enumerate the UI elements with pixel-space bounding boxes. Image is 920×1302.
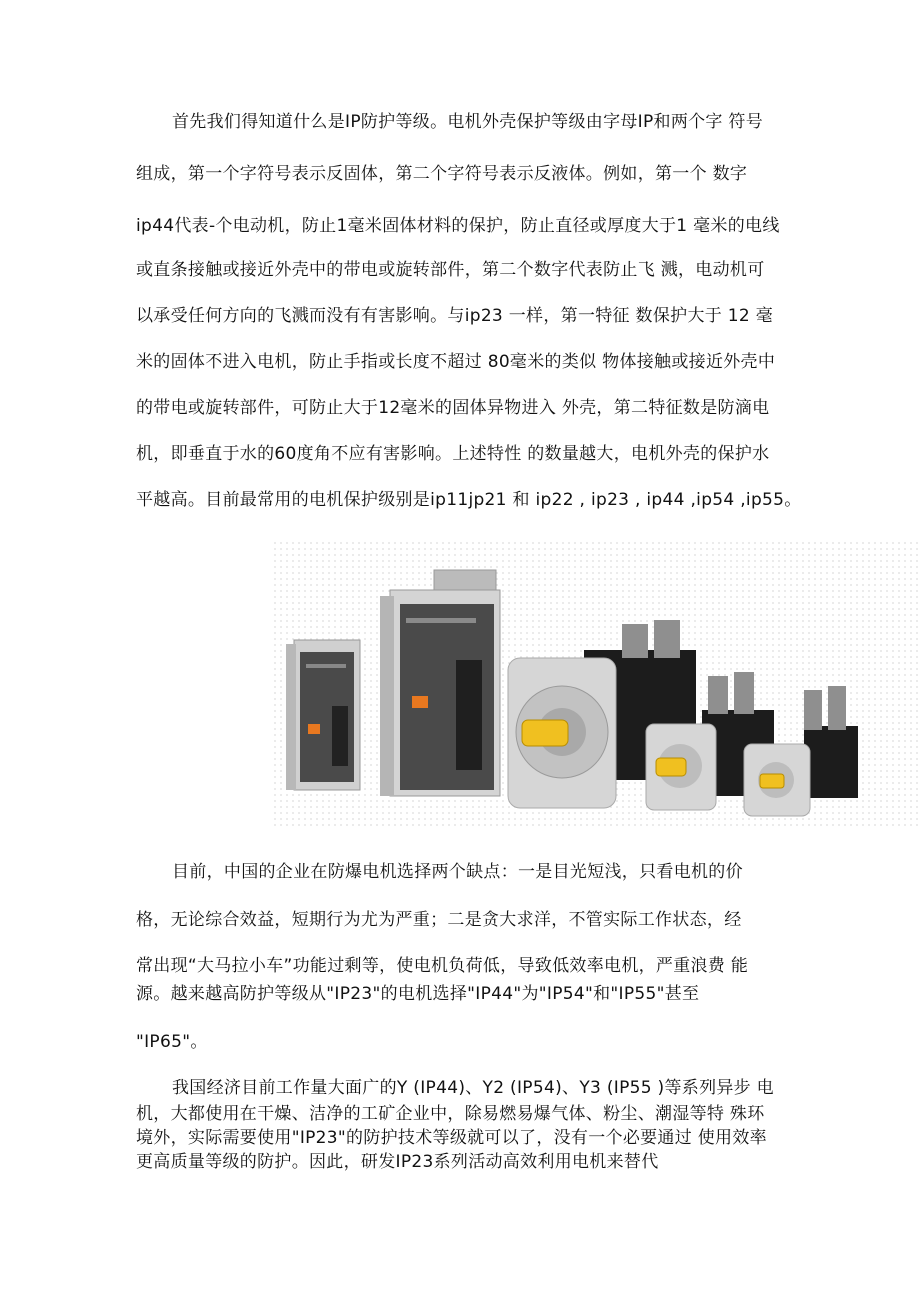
text-line: 平越高。目前最常用的电机保护级别是ip11jp21 和 ip22 , ip23 , ip44 ,ip54 ,ip55。 [136,490,802,510]
servo-motor-photo [272,540,920,830]
text-line: 格，无论综合效益，短期行为尤为严重；二是贪大求洋，不管实际工作状态，经 [136,910,742,930]
servo-drive-large [380,570,500,796]
text-line: 以承受任何方向的飞溅而没有有害影响。与ip23 一样，第一特征 数保护大于 12 毫 [136,306,773,326]
text-line: 我国经济目前工作量大面广的Y (IP44)、Y2 (IP54)、Y3 (IP55 )等系列异步 电 [172,1078,774,1098]
text-line: 或直条接触或接近外壳中的带电或旋转部件，第二个数字代表防止飞 溅，电动机可 [136,260,765,280]
text-line: 组成，第一个字符号表示反固体，第二个字符号表示反液体。例如，第一个 数字 [136,164,748,184]
text-line: 的带电或旋转部件，可防止大于12毫米的固体异物进入 外壳，第二特征数是防滴电 [136,398,770,418]
text-line: ip44代表-个电动机，防止1毫米固体材料的保护，防止直径或厚度大于1 毫米的电线 [136,216,780,236]
text-line: "IP65"。 [136,1032,208,1052]
text-line: 首先我们得知道什么是IP防护等级。电机外壳保护等级由字母IP和两个字 符号 [172,112,764,132]
text-line: 常出现“大马拉小车”功能过剩等，使电机负荷低，导致低效率电机，严重浪费 能 [136,956,749,976]
text-line: 境外，实际需要使用"IP23"的防护技术等级就可以了，没有一个必要通过 使用效率 [136,1128,767,1148]
text-line: 源。越来越高防护等级从"IP23"的电机选择"IP44"为"IP54"和"IP55"甚至 [136,984,700,1004]
text-line: 机，大都使用在干燥、洁净的工矿企业中，除易燃易爆气体、粉尘、潮湿等特 殊环 [136,1104,765,1124]
text-line: 目前，中国的企业在防爆电机选择两个缺点：一是目光短浅，只看电机的价 [172,862,743,882]
text-line: 米的固体不进入电机，防止手指或长度不超过 80毫米的类似 物体接触或接近外壳中 [136,352,776,372]
text-line: 机，即垂直于水的60度角不应有害影响。上述特性 的数量越大，电机外壳的保护水 [136,444,770,464]
servo-motor-small [744,686,858,816]
servo-drive-small [286,640,360,790]
text-line: 更高质量等级的防护。因此，研发IP23系列活动高效利用电机来替代 [136,1152,659,1172]
